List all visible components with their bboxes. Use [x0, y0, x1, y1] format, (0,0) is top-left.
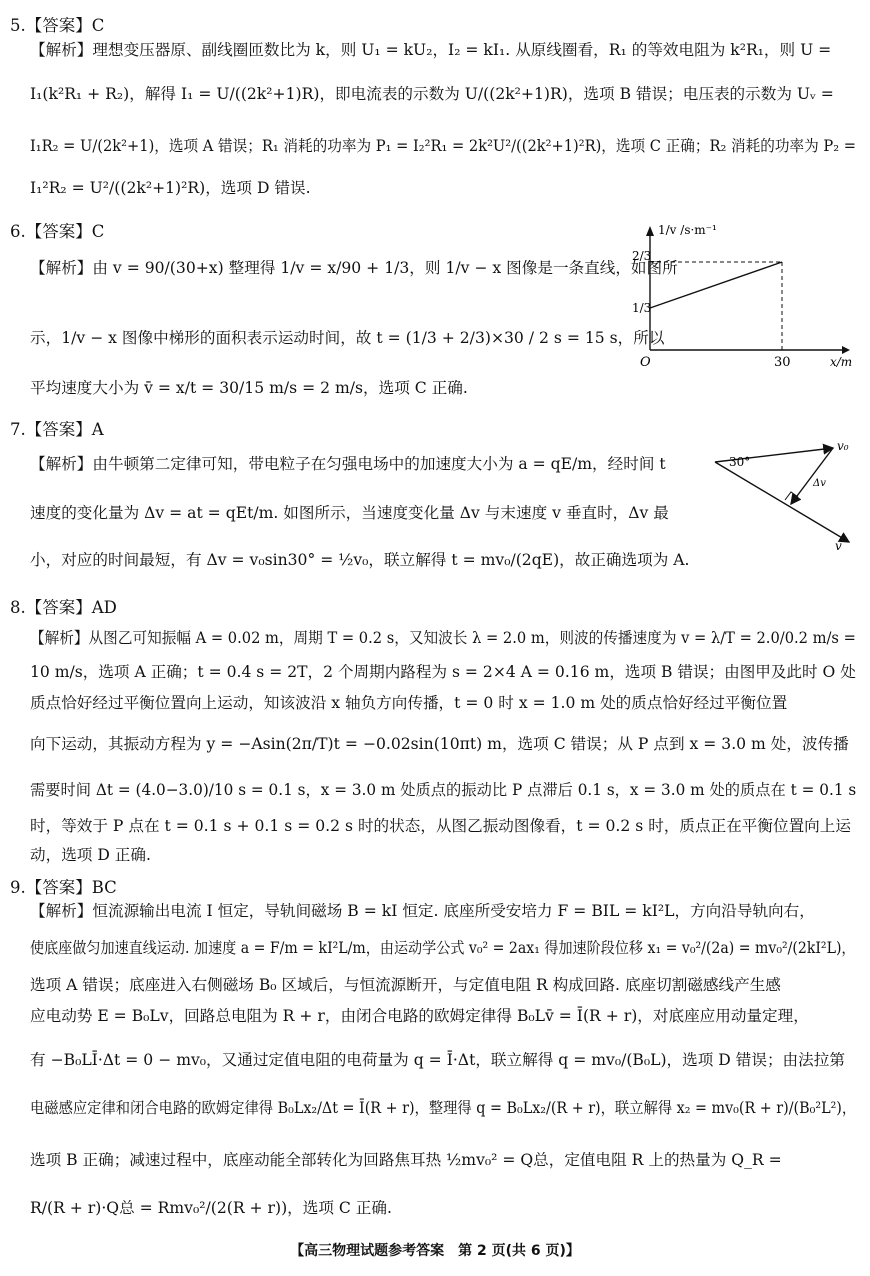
- v-label: v: [835, 539, 842, 553]
- explanation-line: 应电动势 E = B₀Lv，回路总电阻为 R + r，由闭合电路的欧姆定律得 B₀Lv̄ = Ī(R + r)，对底座应用动量定理，: [30, 1007, 809, 1025]
- y-tick-two-thirds: 2/3: [632, 249, 652, 263]
- x-axis-label: x/m: [830, 355, 853, 369]
- v0-label: v₀: [837, 439, 849, 453]
- inverse-velocity-graph: [632, 220, 862, 370]
- y-tick-one-third: 1/3: [632, 301, 652, 315]
- y-axis-arrow: [646, 226, 654, 236]
- delta-v-vector: [791, 448, 833, 504]
- explanation-line: 小，对应的时间最短，有 Δv = v₀sin30° = ½v₀，联立解得 t = mv₀/(2qE)，故正确选项为 A.: [30, 551, 690, 569]
- explanation-line: 有 −B₀LĪ·Δt = 0 − mv₀，又通过定值电阻的电荷量为 q = Ī·Δt，联立解得 q = mv₀/(B₀L)，选项 D 错误；由法拉第: [30, 1051, 845, 1069]
- x-tick-30: 30: [774, 355, 791, 370]
- velocity-triangle-diagram: [705, 434, 865, 554]
- explanation-line: I₁²R₂ = U²/((2k²+1)²R)，选项 D 错误.: [30, 179, 311, 197]
- explanation-line: 10 m/s，选项 A 正确；t = 0.4 s = 2T，2 个周期内路程为 s = 2×4 A = 0.16 m，选项 B 错误；由图甲及此时 O 处: [30, 663, 856, 681]
- explanation-line: 【解析】从图乙可知振幅 A = 0.02 m，周期 T = 0.2 s，又知波长 λ = 2.0 m，则波的传播速度为 v = λ/T = 2.0/0.2 m/s =: [30, 629, 856, 647]
- angle-label: 30°: [729, 455, 751, 469]
- explanation-line: 使底座做匀加速直线运动. 加速度 a = F/m = kI²L/m，由运动学公式 v₀² = 2ax₁ 得加速阶段位移 x₁ = v₀²/(2a) = mv₀²/(2kI²L)，: [30, 939, 856, 957]
- explanation-line: 【解析】恒流源输出电流 I 恒定，导轨间磁场 B = kI 恒定. 底座所受安培力 F = BIL = kI²L，方向沿导轨向右，: [30, 902, 815, 920]
- v-vector: [715, 462, 849, 542]
- page-footer: 【高三物理试题参考答案 第 2 页(共 6 页)】: [290, 1243, 580, 1259]
- explanation-line: 动，选项 D 正确.: [30, 846, 151, 864]
- right-angle-mark: [785, 492, 798, 500]
- graph-line: [650, 262, 782, 308]
- explanation-line: 平均速度大小为 v̄ = x/t = 30/15 m/s = 2 m/s，选项 C 正确.: [30, 379, 468, 397]
- explanation-line: 质点恰好经过平衡位置向上运动，知该波沿 x 轴负方向传播，t = 0 时 x = 1.0 m 处的质点恰好经过平衡位置: [30, 694, 788, 712]
- explanation-line: 时，等效于 P 点在 t = 0.1 s + 0.1 s = 0.2 s 时的状态，从图乙振动图像看，t = 0.2 s 时，质点正在平衡位置向上运: [30, 817, 851, 835]
- explanation-line: 示，1/v − x 图像中梯形的面积表示运动时间，故 t = (1/3 + 2/3)×30 / 2 s = 15 s，所以: [30, 329, 665, 347]
- y-axis-label: 1/v /s·m⁻¹: [658, 223, 717, 237]
- x-axis-arrow: [842, 346, 850, 354]
- answer-label: 5.【答案】C: [10, 16, 105, 35]
- answer-label: 9.【答案】BC: [10, 878, 117, 897]
- explanation-line: 【解析】理想变压器原、副线圈匝数比为 k，则 U₁ = kU₂，I₂ = kI₁. 从原线圈看，R₁ 的等效电阻为 k²R₁，则 U =: [30, 41, 832, 59]
- explanation-line: 选项 B 正确；减速过程中，底座动能全部转化为回路焦耳热 ½mv₀² = Q总，定值电阻 R 上的热量为 Q_R =: [30, 1151, 782, 1169]
- explanation-line: I₁R₂ = U/(2k²+1)，选项 A 错误；R₁ 消耗的功率为 P₁ = I₂²R₁ = 2k²U²/((2k²+1)²R)，选项 C 正确；R₂ 消耗的功率为 P₂ =: [30, 137, 856, 155]
- explanation-line: 需要时间 Δt = (4.0−3.0)/10 s = 0.1 s，x = 3.0 m 处质点的振动比 P 点滞后 0.1 s，x = 3.0 m 处的质点在 t = 0.1 s: [30, 781, 857, 799]
- origin-label: O: [640, 355, 651, 370]
- explanation-line: 电磁感应定律和闭合电路的欧姆定律得 B₀Lx₂/Δt = Ī(R + r)，整理得 q = B₀Lx₂/(R + r)，联立解得 x₂ = mv₀(R + r)/(B₀²L²)，: [30, 1099, 857, 1117]
- explanation-line: I₁(k²R₁ + R₂)，解得 I₁ = U/((2k²+1)R)，即电流表的示数为 U/((2k²+1)R)，选项 B 错误；电压表的示数为 Uᵥ =: [30, 85, 834, 103]
- delta-v-label: Δv: [813, 478, 826, 489]
- explanation-line: 【解析】由牛顿第二定律可知，带电粒子在匀强电场中的加速度大小为 a = qE/m，经时间 t: [30, 455, 666, 473]
- explanation-line: 速度的变化量为 Δv = at = qEt/m. 如图所示，当速度变化量 Δv 与末速度 v 垂直时，Δv 最: [30, 504, 669, 522]
- answer-label: 8.【答案】AD: [10, 598, 117, 617]
- explanation-line: 选项 A 错误；底座进入右侧磁场 B₀ 区域后，与恒流源断开，与定值电阻 R 构成回路. 底座切割磁感线产生感: [30, 976, 781, 994]
- explanation-line: 向下运动，其振动方程为 y = −Asin(2π/T)t = −0.02sin(10πt) m，选项 C 错误；从 P 点到 x = 3.0 m 处，波传播: [30, 735, 849, 753]
- explanation-line: R/(R + r)·Q总 = Rmv₀²/(2(R + r))，选项 C 正确.: [30, 1199, 392, 1217]
- explanation-line: 【解析】由 v = 90/(30+x) 整理得 1/v = x/90 + 1/3，则 1/v − x 图像是一条直线，如图所: [30, 259, 678, 277]
- answer-label: 6.【答案】C: [10, 222, 105, 241]
- answer-label: 7.【答案】A: [10, 420, 104, 439]
